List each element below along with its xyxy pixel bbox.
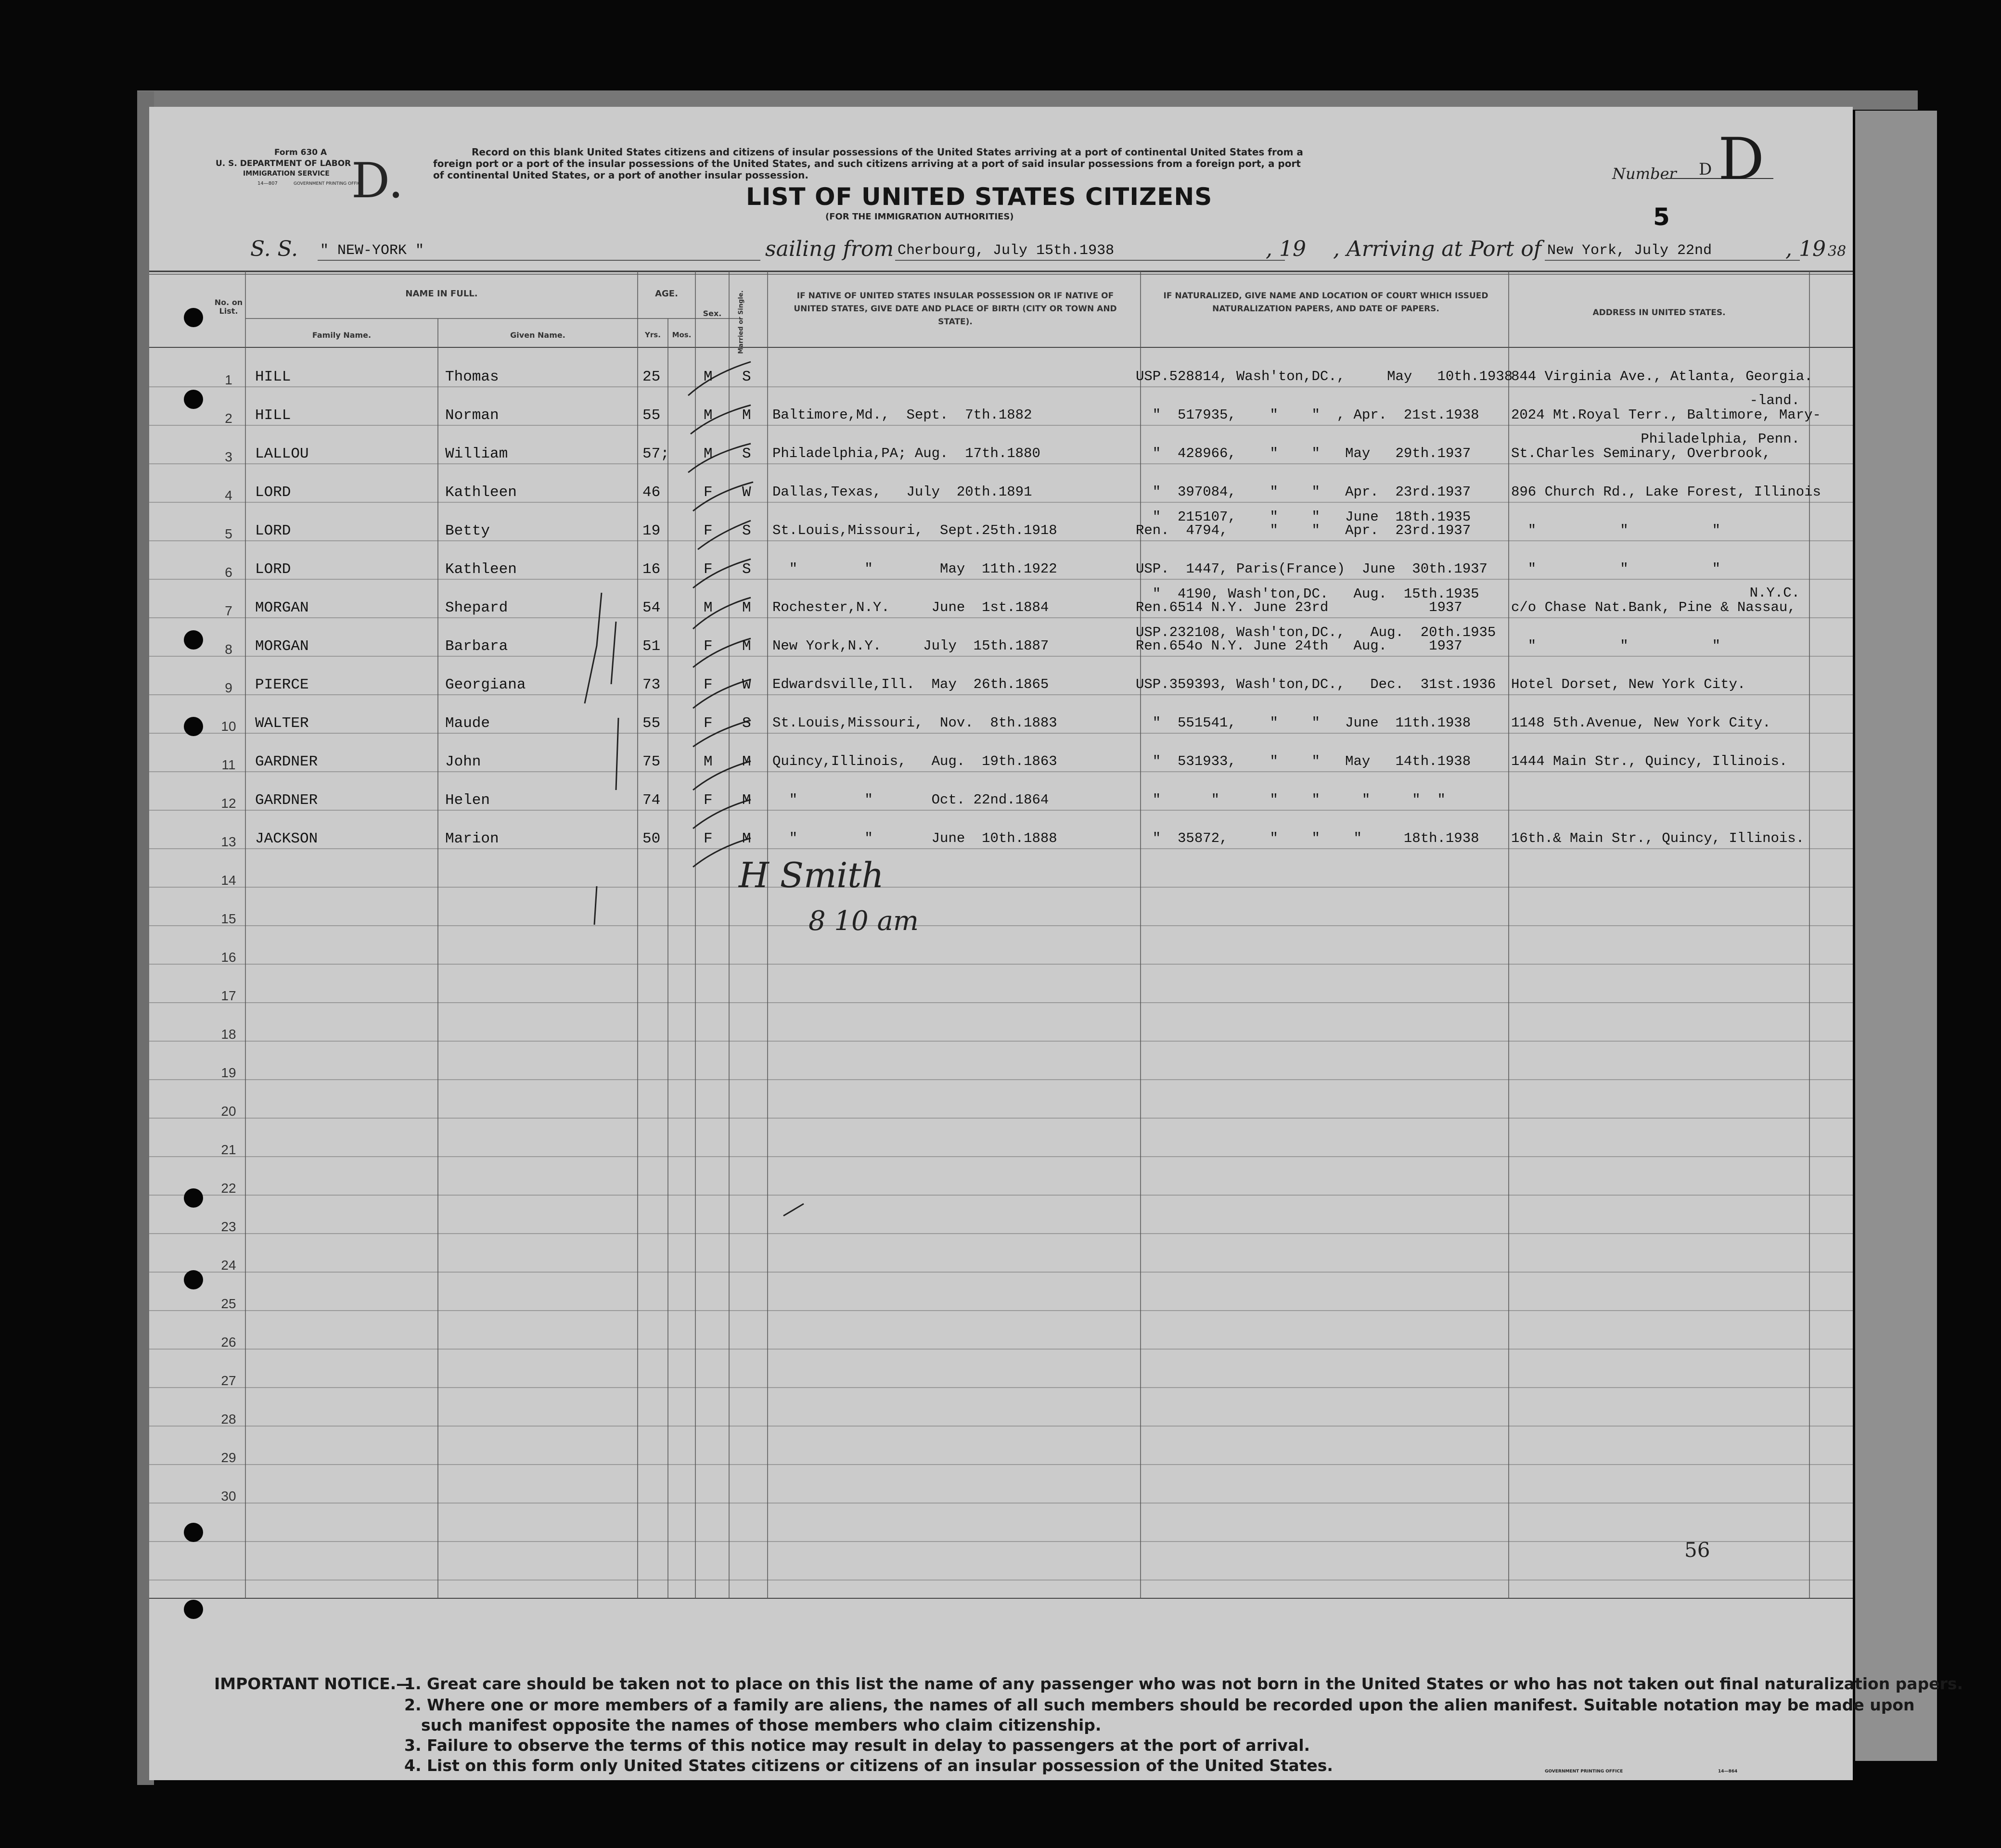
punch-hole [184, 308, 203, 327]
naturalization-cell: Ren.654o N.Y. June 24th Aug. 1937 [1136, 638, 1462, 654]
col-no-header: No. on List. [214, 298, 243, 316]
table-grid [149, 107, 1853, 1780]
marital-status-cell: W [742, 676, 751, 693]
given-name-cell: William [445, 446, 508, 462]
naturalization-cell: " 397084, " " Apr. 23rd.1937 [1136, 484, 1471, 500]
family-name-cell: HILL [255, 369, 291, 385]
col-mos-header: Mos. [672, 331, 692, 339]
naturalization-cell: " 35872, " " " 18th.1938 [1136, 830, 1479, 846]
birth-place-date-cell: Baltimore,Md., Sept. 7th.1882 [772, 407, 1032, 423]
number-value: D [1699, 160, 1712, 179]
address-continuation-cell: -land. [1749, 393, 1800, 408]
sex-cell: F [704, 484, 713, 501]
row-number: 7 [225, 603, 232, 618]
naturalization-cell: Ren.6514 N.Y. June 23rd 1937 [1136, 599, 1462, 615]
punch-hole [184, 1270, 203, 1289]
row-number: 22 [221, 1181, 236, 1196]
given-name-cell: Betty [445, 523, 490, 539]
address-cell: 2024 Mt.Royal Terr., Baltimore, Mary- [1511, 407, 1821, 423]
address-cell: 844 Virginia Ave., Atlanta, Georgia. [1511, 369, 1813, 384]
notice-heading: IMPORTANT NOTICE.— [214, 1674, 412, 1693]
row-number: 24 [221, 1258, 236, 1273]
given-name-cell: Marion [445, 830, 499, 847]
birth-place-date-cell: Rochester,N.Y. June 1st.1884 [772, 599, 1049, 615]
birth-place-date-cell: Philadelphia,PA; Aug. 17th.1880 [772, 446, 1040, 461]
notice-item-2: 2. Where one or more members of a family are aliens, the names of all such members should be recorded upon the alien manifest. Suitable notation may be made upon [404, 1695, 1915, 1714]
page-mark: 56 [1684, 1538, 1710, 1562]
naturalization-cell: " " " " " " " [1136, 792, 1446, 808]
row-number: 5 [225, 526, 232, 541]
row-number: 28 [221, 1412, 236, 1427]
naturalization-cell: USP. 1447, Paris(France) June 30th.1937 [1136, 561, 1488, 577]
given-name-cell: Georgiana [445, 676, 526, 693]
given-name-cell: John [445, 753, 481, 770]
address-cell: 1444 Main Str., Quincy, Illinois. [1511, 753, 1788, 769]
stamp-letter: D. [351, 153, 404, 209]
marital-status-cell: M [742, 407, 751, 424]
inspector-signature: H Smith [739, 855, 884, 895]
sailing-value: Cherbourg, July 15th.1938 [898, 242, 1115, 259]
row-number: 11 [221, 757, 236, 772]
family-name-cell: MORGAN [255, 599, 309, 616]
instructions-line-2: foreign port or a port of the insular possessions of the United States, and such citizens arriving at a port of said insular possessions from a foreign port, a port [433, 158, 1301, 169]
row-number: 25 [221, 1296, 236, 1311]
sex-cell: F [704, 676, 713, 693]
naturalization-cell: USP.359393, Wash'ton,DC., Dec. 31st.1936 [1136, 676, 1496, 692]
age-years-cell: 55 [642, 407, 661, 424]
marital-status-cell: M [742, 638, 751, 655]
col-yrs-header: Yrs. [645, 331, 661, 339]
naturalization-cell: " 551541, " " June 11th.1938 [1136, 715, 1471, 731]
marital-status-cell: S [742, 369, 751, 385]
col-family-header: Family Name. [312, 331, 372, 340]
form-number: Form 630 A [274, 148, 327, 157]
naturalization-cell: Ren. 4794, " " Apr. 23rd.1937 [1136, 523, 1471, 538]
punch-hole [184, 1523, 203, 1542]
row-number: 1 [225, 372, 232, 387]
punch-hole [184, 717, 203, 736]
notice-item-2-cont: such manifest opposite the names of those members who claim citizenship. [421, 1716, 1102, 1734]
birth-place-date-cell: New York,N.Y. July 15th.1887 [772, 638, 1049, 654]
age-years-cell: 74 [642, 792, 661, 809]
family-name-cell: GARDNER [255, 753, 318, 770]
address-continuation-cell: N.Y.C. [1749, 585, 1800, 601]
sex-cell: F [704, 638, 713, 655]
row-number: 14 [221, 873, 236, 888]
family-name-cell: JACKSON [255, 830, 318, 847]
row-number: 13 [221, 834, 236, 849]
marital-status-cell: M [742, 830, 751, 847]
instructions-line-1: Record on this blank United States citizens and citizens of insular possessions of the United States arriving at a port of continental United States from a [472, 146, 1303, 158]
birth-place-date-cell: " " May 11th.1922 [772, 561, 1057, 577]
footer-gpo: GOVERNMENT PRINTING OFFICE [1545, 1769, 1623, 1774]
row-number: 23 [221, 1219, 236, 1234]
naturalization-cell: " 517935, " " , Apr. 21st.1938 [1136, 407, 1479, 423]
sex-cell: M [704, 369, 713, 385]
address-cell: 16th.& Main Str., Quincy, Illinois. [1511, 830, 1805, 846]
age-years-cell: 57; [642, 446, 669, 462]
ss-label: S. S. [250, 237, 298, 261]
form-subtitle: (FOR THE IMMIGRATION AUTHORITIES) [825, 212, 1014, 222]
address-continuation-cell: Philadelphia, Penn. [1641, 431, 1800, 447]
col-age-header: AGE. [655, 289, 678, 299]
given-name-cell: Barbara [445, 638, 508, 655]
punch-hole [184, 630, 203, 650]
punch-hole [184, 390, 203, 409]
age-years-cell: 55 [642, 715, 661, 732]
family-name-cell: LORD [255, 523, 291, 539]
naturalization-cell: USP.528814, Wash'ton,DC., May 10th.1938 [1136, 369, 1513, 384]
col-name-group-header: NAME IN FULL. [405, 289, 478, 299]
row-number: 10 [221, 719, 236, 734]
col-birth-header: IF NATIVE OF UNITED STATES INSULAR POSSESSION OR IF NATIVE OF UNITED STATES, GIVE DATE AND PLACE OF BIRTH (CITY OR TOWN AND STATE). [794, 291, 1117, 327]
marital-status-cell: S [742, 523, 751, 539]
family-name-cell: GARDNER [255, 792, 318, 809]
family-name-cell: MORGAN [255, 638, 309, 655]
marital-status-cell: W [742, 484, 751, 501]
age-years-cell: 54 [642, 599, 661, 616]
row-number: 6 [225, 565, 232, 580]
age-years-cell: 50 [642, 830, 661, 847]
address-cell: 896 Church Rd., Lake Forest, Illinois [1511, 484, 1821, 500]
marital-status-cell: M [742, 792, 751, 809]
sailing-label: sailing from [765, 237, 894, 261]
col-given-header: Given Name. [510, 331, 565, 340]
number-mark: 5 [1653, 203, 1670, 231]
notice-item-3: 3. Failure to observe the terms of this notice may result in delay to passengers at the port of arrival. [404, 1736, 1310, 1755]
gpo-code: 14—807 [257, 181, 278, 186]
age-years-cell: 46 [642, 484, 661, 501]
row-number: 8 [225, 642, 232, 657]
birth-place-date-cell: Dallas,Texas, July 20th.1891 [772, 484, 1032, 500]
given-name-cell: Helen [445, 792, 490, 809]
birth-place-date-cell: St.Louis,Missouri, Sept.25th.1918 [772, 523, 1057, 538]
age-years-cell: 75 [642, 753, 661, 770]
naturalization-cell: " 531933, " " May 14th.1938 [1136, 753, 1471, 769]
row-number: 4 [225, 488, 232, 503]
row-number: 17 [221, 988, 236, 1003]
sailing-year-label: , 19 [1266, 237, 1306, 261]
naturalization-prior-cell: " 4190, Wash'ton,DC. Aug. 15th.1935 [1136, 586, 1479, 602]
naturalization-prior-cell: USP.232108, Wash'ton,DC., Aug. 20th.1935 [1136, 624, 1496, 640]
sex-cell: M [704, 446, 713, 462]
given-name-cell: Thomas [445, 369, 499, 385]
marital-status-cell: M [742, 599, 751, 616]
punch-hole [184, 1600, 203, 1619]
gpo-label: GOVERNMENT PRINTING OFFICE [294, 181, 364, 186]
naturalization-prior-cell: " 215107, " " June 18th.1935 [1136, 509, 1471, 525]
row-number: 18 [221, 1027, 236, 1042]
punch-hole [184, 1188, 203, 1208]
manifest-sheet [149, 107, 1963, 1780]
naturalization-cell: " 428966, " " May 29th.1937 [1136, 446, 1471, 461]
arriving-year-suffix: 38 [1828, 243, 1847, 260]
number-label: Number [1612, 165, 1677, 183]
sex-cell: F [704, 830, 713, 847]
row-number: 19 [221, 1065, 236, 1080]
address-cell: " " " [1511, 561, 1721, 577]
address-cell: " " " [1511, 523, 1721, 538]
family-name-cell: WALTER [255, 715, 309, 732]
notice-item-4: 4. List on this form only United States citizens or citizens of an insular possession of the United States. [404, 1756, 1333, 1775]
sex-cell: F [704, 561, 713, 578]
given-name-cell: Shepard [445, 599, 508, 616]
family-name-cell: PIERCE [255, 676, 309, 693]
given-name-cell: Kathleen [445, 484, 517, 501]
age-years-cell: 16 [642, 561, 661, 578]
marital-status-cell: M [742, 753, 751, 770]
birth-place-date-cell: Quincy,Illinois, Aug. 19th.1863 [772, 753, 1057, 769]
col-sex-header: Sex. [703, 309, 722, 318]
col-naturalization-header: IF NATURALIZED, GIVE NAME AND LOCATION OF COURT WHICH ISSUED NATURALIZATION PAPERS, AND DATE OF PAPERS. [1163, 291, 1488, 314]
given-name-cell: Kathleen [445, 561, 517, 578]
sex-cell: F [704, 715, 713, 732]
family-name-cell: LORD [255, 561, 291, 578]
row-number: 3 [225, 449, 232, 464]
marital-status-cell: S [742, 446, 751, 462]
ship-name: " NEW-YORK " [320, 242, 424, 259]
footer-code: 14—864 [1718, 1769, 1738, 1774]
marital-status-cell: S [742, 715, 751, 732]
family-name-cell: HILL [255, 407, 291, 424]
given-name-cell: Norman [445, 407, 499, 424]
sex-cell: F [704, 523, 713, 539]
instructions-line-3: of continental United States, or a port of another insular possession. [433, 169, 808, 181]
arriving-value: New York, July 22nd [1547, 242, 1712, 259]
birth-place-date-cell: " " June 10th.1888 [772, 830, 1057, 846]
sex-cell: M [704, 407, 713, 424]
row-number: 9 [225, 680, 232, 695]
row-number: 29 [221, 1450, 236, 1465]
address-cell: 1148 5th.Avenue, New York City. [1511, 715, 1771, 731]
birth-place-date-cell: " " Oct. 22nd.1864 [772, 792, 1049, 808]
page-edge-right [1855, 111, 1937, 1761]
inspection-time: 8 10 am [808, 905, 919, 937]
sex-cell: M [704, 599, 713, 616]
row-number: 2 [225, 411, 232, 426]
form-title: LIST OF UNITED STATES CITIZENS [746, 183, 1213, 211]
sex-cell: M [704, 753, 713, 770]
sex-cell: F [704, 792, 713, 809]
row-number: 21 [221, 1142, 236, 1157]
row-number: 26 [221, 1335, 236, 1350]
family-name-cell: LORD [255, 484, 291, 501]
marital-status-cell: S [742, 561, 751, 578]
address-cell: St.Charles Seminary, Overbrook, [1511, 446, 1771, 461]
age-years-cell: 51 [642, 638, 661, 655]
number-stamp: D [1718, 126, 1765, 193]
arriving-year-prefix: , 19 [1785, 237, 1826, 261]
arriving-label: , Arriving at Port of [1333, 237, 1541, 261]
row-number: 20 [221, 1104, 236, 1119]
col-married-header: Married or Single. [737, 290, 745, 354]
row-number: 30 [221, 1489, 236, 1504]
birth-place-date-cell: Edwardsville,Ill. May 26th.1865 [772, 676, 1049, 692]
birth-place-date-cell: St.Louis,Missouri, Nov. 8th.1883 [772, 715, 1057, 731]
department-name: U. S. DEPARTMENT OF LABOR [216, 159, 351, 168]
row-number: 15 [221, 911, 236, 926]
age-years-cell: 25 [642, 369, 661, 385]
notice-item-1: 1. Great care should be taken not to place on this list the name of any passenger who was not born in the United States or who has not taken out final naturalization papers. [404, 1674, 1963, 1693]
given-name-cell: Maude [445, 715, 490, 732]
age-years-cell: 73 [642, 676, 661, 693]
row-number: 12 [221, 796, 236, 811]
service-name: IMMIGRATION SERVICE [243, 170, 330, 178]
col-address-header: ADDRESS IN UNITED STATES. [1592, 308, 1726, 318]
row-number: 16 [221, 950, 236, 965]
age-years-cell: 19 [642, 523, 661, 539]
address-cell: c/o Chase Nat.Bank, Pine & Nassau, [1511, 599, 1796, 615]
address-cell: " " " [1511, 638, 1721, 654]
family-name-cell: LALLOU [255, 446, 309, 462]
address-cell: Hotel Dorset, New York City. [1511, 676, 1746, 692]
row-number: 27 [221, 1373, 236, 1388]
